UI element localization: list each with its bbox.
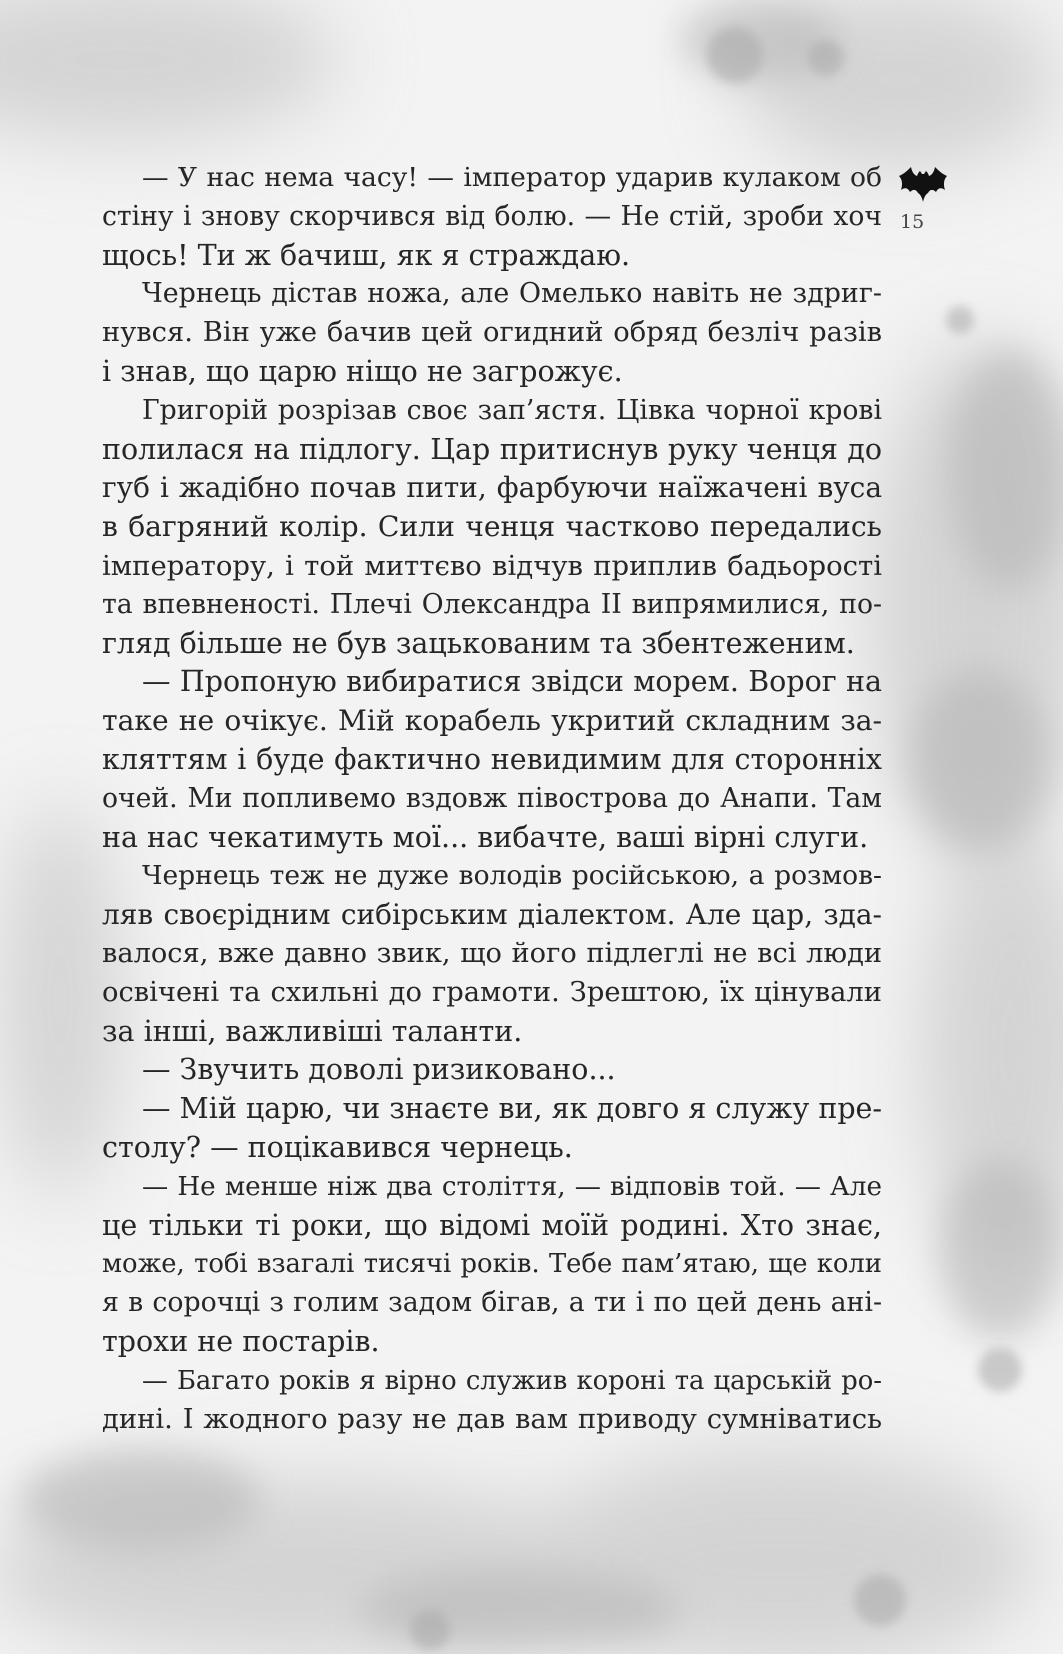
text-line: столу? — поцікавився чернець. [102,1130,573,1164]
body-text [102,159,882,1439]
text-line: Чернець теж не дуже володів російською, а розмов- [142,860,882,892]
text-line: в багряний колір. Сили ченця частково передались [102,510,882,544]
text-line: — Не менше ніж два століття, — відповів той. — Але [142,1171,882,1202]
text-line: валося, вже давно звик, що його підлеглі не всі люди [102,937,882,969]
text-line: за інші, важливіші таланти. [102,1014,523,1048]
text-line: може, тобі взагалі тисячі років. Тебе пам’ятаю, ще коли [102,1249,882,1280]
text-line: дині. І жодного разу не дав вам приводу сумніватись [102,1403,882,1435]
text-line: кляттям і буде фактично невидимим для сторонніх [102,742,882,776]
text-line: імператору, і той миттєво відчув приплив бадьорості [102,549,882,582]
page-number: 15 [900,211,925,233]
text-line: освічені та схильні до грамоти. Зрештою, їх цінували [102,976,882,1008]
text-line: полилася на підлогу. Цар притиснув руку ченця до [102,432,882,466]
text-line: на нас чекатимуть мої... вибачте, ваші вірні слуги. [102,820,869,854]
text-line: — Пропоную вибиратися звідси морем. Ворог на [142,665,882,699]
text-line: таке не очікує. Мій корабель укритий складним за- [102,704,882,738]
text-line: Чернець дістав ножа, але Омелько навіть не здриг- [142,278,882,310]
text-line: та впевненості. Плечі Олександра II випрямилися, по- [102,588,882,620]
text-line: ляв своєрідним сибірським діалектом. Але цар, зда- [102,898,882,932]
text-line: Григорій розрізав своє зап’ястя. Цівка чорної крові [142,394,882,426]
text-line: стіну і знову скорчився від болю. — Не стій, зроби хоч [102,200,882,232]
text-line: — У нас нема часу! — імператор ударив кулаком об [142,162,882,193]
text-line: я в сорочці з голим задом бігав, а ти і по цей день ані- [102,1287,882,1319]
bat-icon [898,166,948,204]
text-line: це тільки ті роки, що відомі моїй родині. Хто знає, [102,1208,882,1242]
text-line: — Звучить доволі ризиковано... [142,1053,616,1087]
text-line: нувся. Він уже бачив цей огидний обряд безліч разів [102,317,882,349]
text-line: щось! Ти ж бачиш, як я страждаю. [102,238,631,272]
text-line: губ і жадібно почав пити, фарбуючи наїжачені вуса [102,471,882,505]
text-line: — Мій царю, чи знаєте ви, як довго я служу пре- [142,1092,883,1126]
text-line: очей. Ми попливемо вздовж півострова до Анапи. Там [102,782,882,814]
text-line: трохи не постарів. [102,1324,380,1358]
text-line: і знав, що царю ніщо не загрожує. [102,354,623,388]
text-line: гляд більше не був зацькованим та збентеженим. [102,626,855,660]
text-line: — Багато років я вірно служив короні та царській ро- [142,1365,882,1396]
